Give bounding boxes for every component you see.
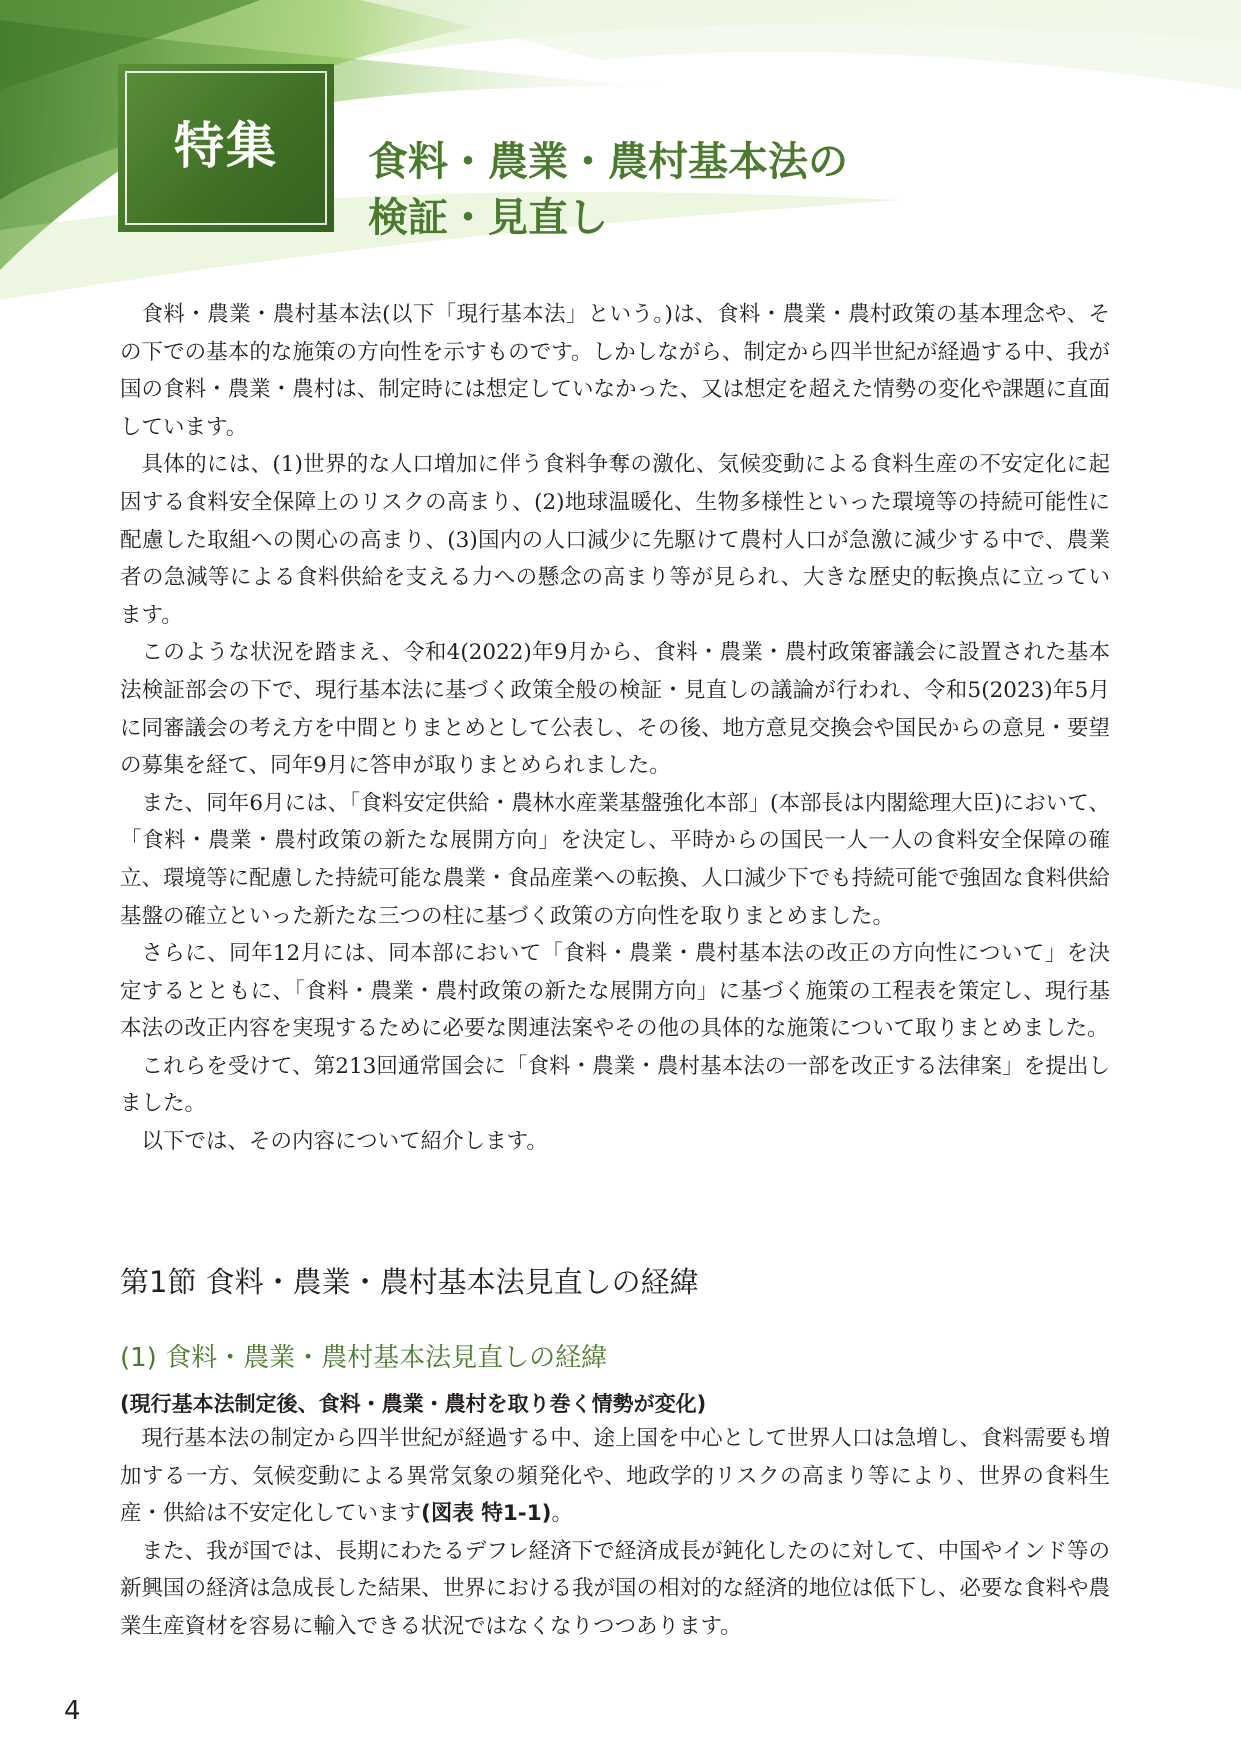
intro-paragraph: 以下では、その内容について紹介します。: [141, 1129, 548, 1155]
subsection-title: (1) 食料・農業・農村基本法見直しの経緯: [120, 1343, 608, 1373]
section-paragraph-text: 現行基本法の制定から四半世紀が経過する中、途上国を中心として世界人口は急増し、食料需要も増加する一方、気候変動による異常気象の頻発化や、地政学的リスクの高まり等により、世界の食料生産・供給は不安定化しています: [120, 1426, 1110, 1527]
section-paragraph: [120, 1420, 1110, 1533]
intro-body: [120, 296, 1110, 1161]
feature-badge: [118, 64, 334, 232]
feature-title-line-2: 検証・見直し: [368, 195, 608, 241]
sub-heading: (現行基本法制定後、食料・農業・農村を取り巻く情勢が変化): [120, 1392, 707, 1416]
section-paragraph-end: 。: [551, 1501, 574, 1527]
intro-paragraph: さらに、同年12月には、同本部において「食料・農業・農村基本法の改正の方向性について」を決定するとともに、「食料・農業・農村政策の新たな展開方向」に基づく施策の工程表を策定し、現行基本法の改正内容を実現するために必要な関連法案やその他の具体的な施策について取りまとめました。: [120, 941, 1110, 1042]
section-title: 第1節 食料・農業・農村基本法見直しの経緯: [120, 1265, 699, 1299]
feature-title: [368, 134, 1088, 246]
badge-label: 特集: [174, 117, 278, 175]
figure-reference: (図表 特1-1): [421, 1501, 552, 1527]
intro-paragraph: これらを受けて、第213回通常国会に「食料・農業・農村基本法の一部を改正する法律案」を提出しました。: [120, 1053, 1110, 1117]
intro-paragraph: このような状況を踏まえ、令和4(2022)年9月から、食料・農業・農村政策審議会に設置された基本法検証部会の下で、現行基本法に基づく政策全般の検証・見直しの議論が行われ、令和5(2023)年5月に同審議会の考え方を中間とりまとめとして公表し、その後、地方意見交換会や国民からの意見・要望の募集を経て、同年9月に答申が取りまとめられました。: [120, 640, 1110, 779]
section-body: [120, 1420, 1110, 1646]
section-paragraph: また、我が国では、長期にわたるデフレ経済下で経済成長が鈍化したのに対して、中国やインド等の新興国の経済は急成長した結果、世界における我が国の相対的な経済的地位は低下し、必要な食料や農業生産資材を容易に輸入できる状況ではなくなりつつあります。: [120, 1538, 1110, 1639]
feature-title-line-1: 食料・農業・農村基本法の: [368, 139, 848, 185]
intro-paragraph: 食料・農業・農村基本法(以下「現行基本法」という。)は、食料・農業・農村政策の基本理念や、その下での基本的な施策の方向性を示すものです。しかしながら、制定から四半世紀が経過する中、我が国の食料・農業・農村は、制定時には想定していなかった、又は想定を超えた情勢の変化や課題に直面しています。: [120, 302, 1110, 440]
intro-paragraph: また、同年6月には、「食料安定供給・農林水産業基盤強化本部」(本部長は内閣総理大臣)において、「食料・農業・農村政策の新たな展開方向」を決定し、平時からの国民一人一人の食料安全保障の確立、環境等に配慮した持続可能な農業・食品産業への転換、人口減少下でも持続可能で強固な食料供給基盤の確立といった新たな三つの柱に基づく政策の方向性を取りまとめました。: [120, 790, 1110, 929]
page-number: 4: [64, 1696, 81, 1726]
intro-paragraph: 具体的には、(1)世界的な人口増加に伴う食料争奪の激化、気候変動による食料生産の不安定化に起因する食料安全保障上のリスクの高まり、(2)地球温暖化、生物多様性といった環境等の持続可能性に配慮した取組への関心の高まり、(3)国内の人口減少に先駆けて農村人口が急激に減少する中で、農業者の急減等による食料供給を支える力への懸念の高まり等が見られ、大きな歴史的転換点に立っています。: [120, 452, 1110, 628]
